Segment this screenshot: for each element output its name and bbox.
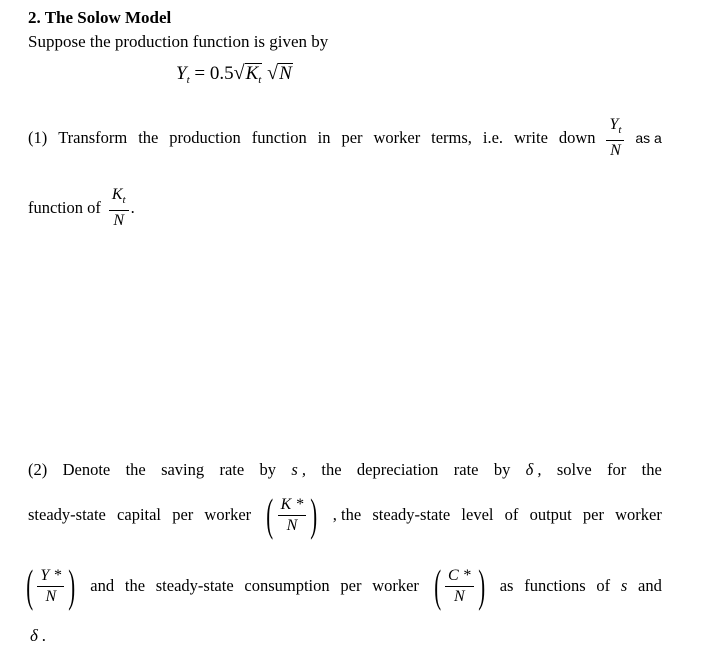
word: (1) [28, 128, 48, 147]
fraction-y-over-n [606, 116, 624, 160]
word: of [596, 576, 611, 595]
frac-den: N [45, 587, 57, 605]
fraction-k-over-n [109, 186, 129, 230]
word: per [341, 128, 363, 147]
frac-num: Y * [37, 567, 64, 587]
frac-den: N [113, 212, 125, 229]
frac-num: K [111, 186, 123, 203]
word: rate [453, 460, 479, 479]
word: by [493, 460, 511, 479]
word: , the [332, 505, 362, 524]
eq-y: Y [176, 63, 187, 84]
frac-num: C * [445, 567, 474, 587]
word: steady-state [28, 505, 106, 524]
word: the [124, 576, 146, 595]
word: s [620, 576, 628, 595]
word: Transform [58, 128, 128, 147]
word: (2) [28, 460, 48, 479]
word: the [321, 460, 342, 479]
fraction-cstar-over-n: ( $\frac{C *}{N}$ ) [433, 560, 485, 611]
word: and [638, 576, 662, 595]
word: the [125, 460, 146, 479]
word: steady-state [155, 576, 234, 595]
word: down [558, 128, 596, 147]
period: . [130, 198, 135, 217]
word: of [504, 505, 519, 524]
word: terms, [431, 128, 472, 147]
eq-y-sub: t [186, 74, 190, 86]
word: Denote [62, 460, 111, 479]
fraction-ystar-over-n: ( $\frac{Y *}{N}$ ) [26, 560, 76, 611]
word: worker [372, 576, 419, 595]
eq-k-sub: t [258, 74, 262, 86]
q2-line2 [28, 489, 662, 540]
word: in [317, 128, 331, 147]
word: rate [219, 460, 245, 479]
frac-sub: t [618, 124, 622, 136]
word: output [529, 505, 572, 524]
word: solve [556, 460, 592, 479]
word: worker [204, 505, 252, 524]
word: production [169, 128, 241, 147]
word: s , [291, 460, 307, 479]
frac-num: K * [278, 496, 307, 516]
production-function-equation [176, 62, 293, 90]
frac-den: N [453, 587, 465, 605]
section-title: 2. The Solow Model [28, 8, 172, 27]
eq-n: N [279, 63, 292, 84]
word: per [582, 505, 604, 524]
word: depreciation [356, 460, 439, 479]
word: as [499, 576, 514, 595]
word: level [461, 505, 494, 524]
word: the [138, 128, 159, 147]
frac-den: N [610, 142, 621, 159]
frac-den: N [286, 516, 298, 534]
frac-sub: t [122, 194, 126, 206]
word: write [513, 128, 548, 147]
fraction-kstar-over-n: ( $\frac{K *}{N}$ ) [266, 489, 318, 540]
q1-line1 [28, 116, 662, 160]
eq-k: K [245, 63, 259, 84]
q2-line4: δ . [30, 626, 47, 645]
sqrt-icon: √ [267, 62, 279, 84]
q2-line1 [28, 460, 662, 480]
q2-line3 [22, 560, 662, 611]
sqrt-icon: √ [233, 62, 245, 84]
word: functions [524, 576, 586, 595]
q1-line2 [28, 186, 135, 230]
word: worker [373, 128, 421, 147]
word: function [251, 128, 307, 147]
word: capital [117, 505, 162, 524]
word: the [641, 460, 662, 479]
word: worker [615, 505, 662, 524]
word: and [90, 576, 115, 595]
word: for [607, 460, 627, 479]
word: δ , [525, 460, 542, 479]
word: as a [635, 130, 662, 146]
eq-equals: = [194, 63, 206, 84]
text: function of [28, 198, 101, 217]
intro-text: Suppose the production function is given by [28, 32, 329, 51]
frac-num: Y [609, 116, 619, 133]
word: i.e. [482, 128, 504, 147]
word: steady-state [372, 505, 451, 524]
eq-coef: 0.5 [209, 63, 234, 84]
word: saving [161, 460, 205, 479]
word: per [172, 505, 194, 524]
word: by [259, 460, 277, 479]
word: consumption [244, 576, 330, 595]
word: per [340, 576, 362, 595]
